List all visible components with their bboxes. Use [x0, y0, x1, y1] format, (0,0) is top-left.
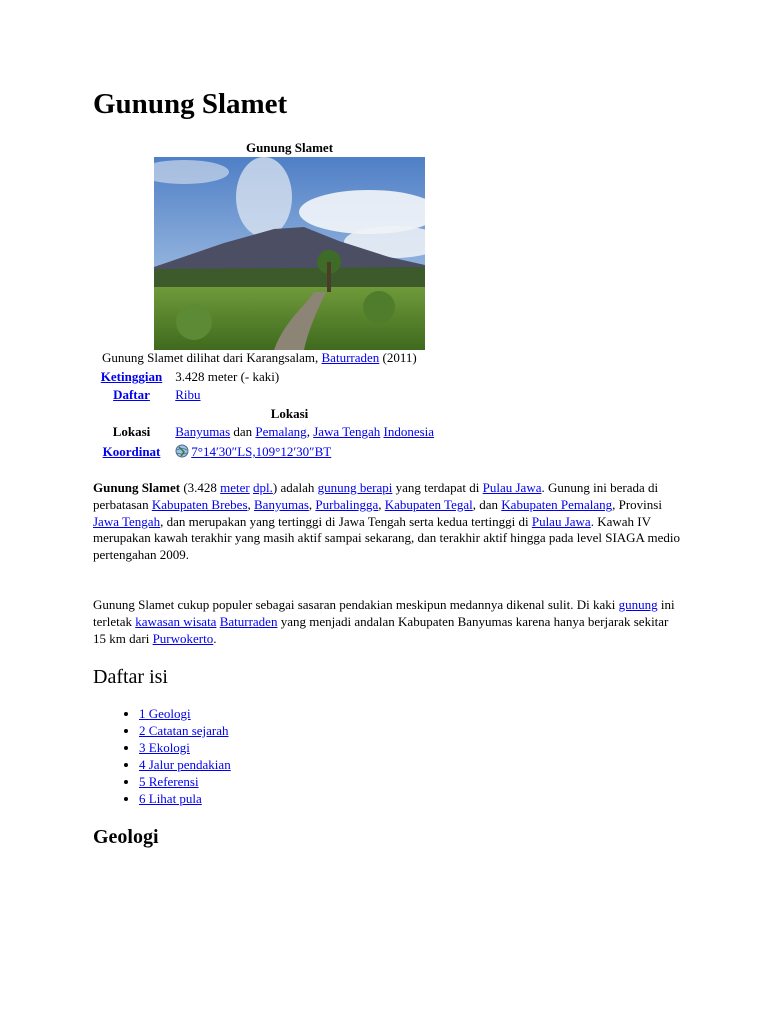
infobox-row-coordinates	[95, 444, 331, 460]
toc-item	[139, 757, 231, 774]
indonesia-link[interactable]: Indonesia	[383, 424, 435, 439]
infobox-title: Gunung Slamet	[245, 140, 334, 155]
kawasan-wisata-link[interactable]: kawasan wisata	[135, 613, 217, 629]
toc-item	[139, 774, 231, 791]
coordinates-label-link[interactable]: Koordinat	[102, 444, 161, 459]
toc-link-referensi[interactable]: 5 Referensi	[139, 773, 199, 789]
location-header: Lokasi	[270, 406, 309, 421]
gunung-berapi-link[interactable]: gunung berapi	[317, 480, 393, 495]
toc-link-ekologi[interactable]: 3 Ekologi	[139, 739, 190, 755]
purbalingga-link[interactable]: Purbalingga	[315, 496, 379, 512]
height-value: 3.428 meter (- kaki)	[175, 369, 280, 384]
toc-heading: Daftar isi	[93, 666, 168, 688]
infobox-row-list	[95, 387, 201, 403]
infobox-row-height	[95, 369, 279, 385]
pulau-jawa-link[interactable]: Pulau Jawa	[482, 480, 542, 495]
globe-icon	[175, 444, 189, 458]
toc-link-jalur-pendakian[interactable]: 4 Jalur pendakian	[139, 756, 231, 772]
infobox-row-location: Lokasi Banyumas dan Pemalang, Jawa Tengah Indonesia	[95, 424, 434, 440]
dpl-link[interactable]: dpl.	[253, 480, 273, 495]
meter-link[interactable]: meter	[220, 480, 250, 495]
toc-link-geologi[interactable]: 1 Geologi	[139, 706, 191, 721]
page-title: Gunung Slamet	[93, 88, 288, 120]
toc-item	[139, 723, 231, 740]
toc-link-catatan-sejarah[interactable]: 2 Catatan sejarah	[139, 722, 229, 738]
toc-item	[139, 791, 231, 808]
location-label: Lokasi	[112, 424, 151, 439]
baturraden-link[interactable]: Baturraden	[321, 350, 380, 365]
banyumas-link[interactable]: Banyumas	[175, 424, 231, 439]
kabupaten-brebes-link[interactable]: Kabupaten Brebes	[151, 496, 248, 512]
table-of-contents	[93, 706, 231, 807]
toc-item	[139, 706, 231, 723]
mountain-photo	[154, 157, 425, 350]
kabupaten-tegal-link[interactable]: Kabupaten Tegal	[384, 496, 473, 512]
toc-link-lihat-pula[interactable]: 6 Lihat pula	[139, 790, 202, 806]
kabupaten-pemalang-link[interactable]: Kabupaten Pemalang	[501, 496, 613, 512]
ribu-link[interactable]: Ribu	[175, 387, 201, 402]
banyumas-text-link[interactable]: Banyumas	[254, 496, 309, 512]
height-label-link[interactable]: Ketinggian	[100, 369, 163, 384]
toc-item	[139, 740, 231, 757]
jawa-tengah-link[interactable]: Jawa Tengah	[313, 424, 381, 439]
pemalang-link[interactable]: Pemalang	[255, 424, 307, 439]
purwokerto-link[interactable]: Purwokerto	[152, 630, 214, 646]
gunung-link[interactable]: gunung	[618, 597, 658, 612]
pulau-jawa-link-2[interactable]: Pulau Jawa	[531, 513, 591, 529]
coordinates-link[interactable]: 7°14′30″LS,109°12′30″BT	[191, 444, 332, 459]
jawa-tengah-text-link[interactable]: Jawa Tengah	[93, 513, 161, 529]
photo-caption: Gunung Slamet dilihat dari Karangsalam, Baturraden (2011)	[102, 350, 417, 365]
section-heading-geologi: Geologi	[93, 826, 159, 848]
baturraden-text-link[interactable]: Baturraden	[219, 613, 278, 629]
paragraph-intro: Gunung Slamet (3.428 meter dpl.) adalah gunung berapi yang terdapat di Pulau Jawa. Gunung ini berada di perbatasan Kabupaten Brebes, Banyumas, Purbalingga, Kabupaten Tegal, dan Kabupaten Pemalang, Provinsi Jawa Tengah, dan merupakan yang tertinggi di Jawa Tengah serta kedua tertinggi di Pulau Jawa. Kawah IV merupakan kawah terakhir yang masih aktif sampai sekarang, dan terakhir aktif hingga pada level SIAGA medio pertengahan 2009.	[93, 480, 680, 563]
list-label-link[interactable]: Daftar	[113, 387, 150, 402]
paragraph-hiking: Gunung Slamet cukup populer sebagai sasaran pendakian meskipun medannya dikenal sulit. Di kaki gunung ini terletak kawasan wisata Baturraden yang menjadi andalan Kabupaten Banyumas karena hanya berjarak sekitar 15 km dari Purwokerto.	[93, 597, 675, 646]
